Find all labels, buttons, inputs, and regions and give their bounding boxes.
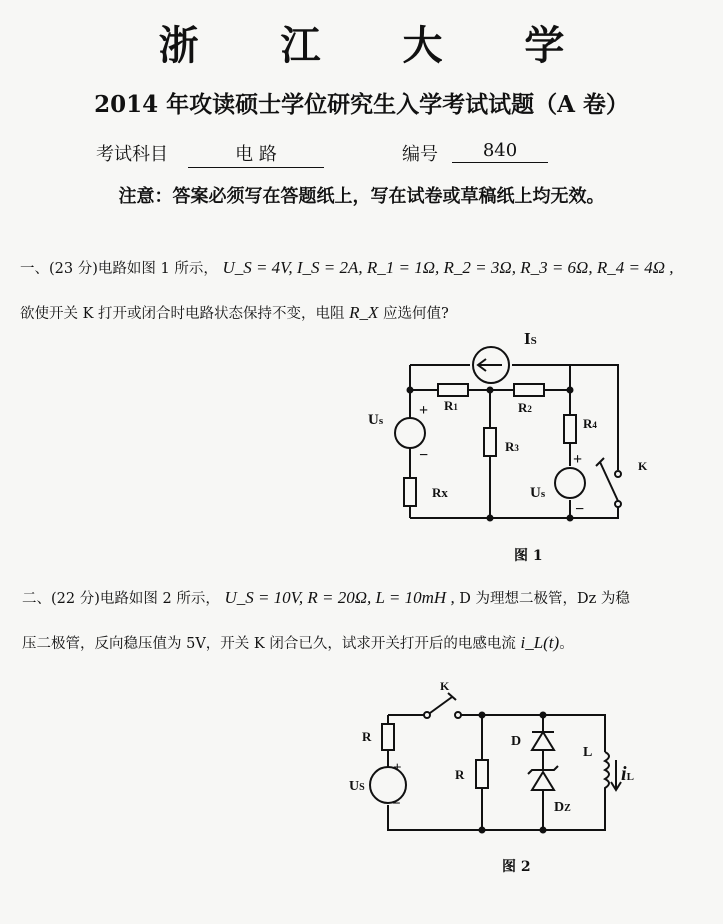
fig1-rx [404,478,416,506]
fig1-r1 [438,384,468,396]
q2-intro: 电路如图 2 所示， [99,591,220,607]
fig1-node [488,516,493,521]
fig2-top-wire [388,715,605,830]
q1-question-b: 应选何值? [378,306,449,322]
exam-title: 2014 年攻读硕士学位研究生入学考试试题（A 卷） [94,91,629,118]
q1-params: U_S = 4V, I_S = 2A, R_1 = 1Ω, R_2 = 3Ω, R_3 = 6Ω, R_4 = 4Ω , [222,258,674,277]
q2-line1 [22,588,630,609]
fig2-label-r-left: R [362,729,372,744]
fig2-node [480,713,485,718]
fig1-label-r3: R3 [505,439,519,454]
fig1-switch-top [615,471,621,477]
fig1-r3 [484,428,496,456]
fig2-label-il: iL [621,763,634,785]
fig1-label-us: Us [368,412,384,428]
fig2-label-r-mid: R [455,767,465,782]
fig1-label-us-minus: − [419,447,429,464]
fig2-node [480,828,485,833]
fig2-r-mid [476,760,488,788]
fig1-label-r2: R2 [518,400,532,415]
q1-intro: 电路如图 1 所示， [97,261,218,277]
fig2-diode-dz [528,766,558,790]
fig1-label-is: IS [524,329,537,348]
fig1-label-us2-minus: − [575,501,585,518]
q1-number: 一、(23 分) [20,261,98,277]
fig2-label-d: D [511,734,522,749]
q2-d-text: D 为理想二极管，Dz 为稳 [454,591,630,607]
fig2-diode-d [532,732,554,750]
fig1-r2 [514,384,544,396]
fig1-right-bottom [410,507,618,518]
fig1-node [568,388,573,393]
q1-rx: R_X [349,303,379,322]
fig1-label-us2-plus: + [573,451,583,468]
fig2-r-left [382,724,394,750]
q2-line2-b: 。 [559,636,574,652]
fig1-label-us2: Us [530,485,546,501]
figure-2-caption: 图 2 [502,859,531,875]
fig1-r4 [564,415,576,443]
fig1-label-r4: R4 [583,416,597,431]
fig1-us2-source [555,468,585,498]
fig2-switch-right [455,712,461,718]
code-value: 840 [452,140,548,163]
fig2-label-dz: DZ [554,800,571,815]
fig1-node [488,388,493,393]
fig1-label-rx: Rx [432,485,448,500]
fig1-switch-blade [596,458,618,501]
fig2-switch-blade [430,693,456,713]
figure-1-caption: 图 1 [514,548,543,564]
notice: 注意：答案必须写在答题纸上，写在试卷或草稿纸上均无效。 [118,186,605,207]
fig1-label-us-plus: + [419,402,429,419]
figure-2-circuit [370,693,621,833]
fig2-label-us: US [349,779,365,794]
fig2-switch-left [424,712,430,718]
fig1-us-source [395,418,425,448]
university-title: 浙 江 大 学 [158,22,599,69]
fig2-label-us-minus: − [392,796,401,812]
fig2-label-k: K [440,679,450,693]
subject-value: 电 路 [188,140,324,168]
q2-line2-a: 压二极管，反向稳压值为 5V，开关 K 闭合已久，试求开关打开后的电感电流 [22,636,521,652]
fig1-switch-bottom [615,501,621,507]
q2-il: i_L(t) [520,633,560,652]
fig1-label-k: K [638,459,648,473]
fig2-label-l: L [583,745,593,760]
q2-line2 [22,633,574,654]
q2-params: U_S = 10V, R = 20Ω, L = 10mH , [224,588,455,607]
fig1-label-r1: R1 [444,398,458,413]
q2-number: 二、(22 分) [22,591,100,607]
fig2-il-arrow [611,760,621,790]
fig2-node [541,713,546,718]
code-label: 编号 [402,144,438,165]
fig2-label-us-plus: + [393,760,402,776]
fig1-node [408,388,413,393]
q1-question-a: 欲使开关 K 打开或闭合时电路状态保持不变，电阻 [20,306,350,322]
fig1-node [568,516,573,521]
fig2-inductor [605,752,609,790]
fig2-node [541,828,546,833]
subject-label: 考试科目 [96,144,168,165]
